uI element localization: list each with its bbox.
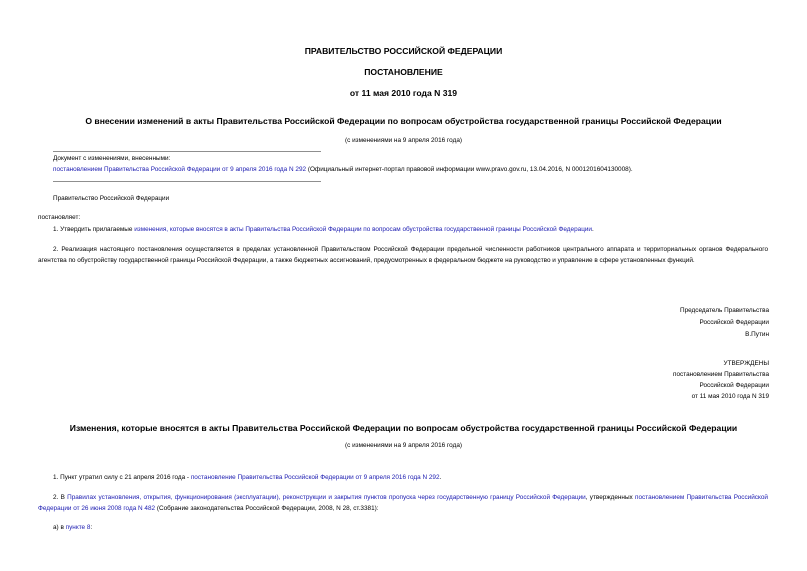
amendment-source: (Официальный интернет-портал правовой информации www.pravo.gov.ru, 13.04.2016, N 0001201604130008). — [306, 166, 633, 173]
approval-line-3: Российской Федерации — [699, 382, 769, 389]
signature-name: В.Путин — [745, 331, 769, 338]
annex-item-1-prefix: 1. Пункт утратил силу с 21 апреля 2016 года - — [53, 474, 191, 481]
pass-points-rules-link[interactable]: Правилах установления, открытия, функционирования (эксплуатации), реконструкции и закрытия пунктов пропуска через государственную границу Российской Федерации — [67, 494, 586, 501]
government-heading: ПРАВИТЕЛЬСТВО РОССИЙСКОЙ ФЕДЕРАЦИИ — [304, 46, 503, 56]
amendments-bottom-rule — [53, 181, 321, 182]
annex-item-2 — [38, 492, 768, 515]
document-title: О внесении изменений в акты Правительства Российской Федерации по вопросам обустройства государственной границы Российской Федерации — [85, 116, 722, 126]
annex-changes-link[interactable]: изменения, которые вносятся в акты Правительства Российской Федерации по вопросам обустройства государственной границы Российской Федерации — [134, 226, 592, 233]
signature-line-2: Российской Федерации — [699, 319, 769, 326]
paragraph-1-suffix: . — [592, 226, 594, 233]
annex-item-2-prefix: 2. В — [53, 494, 68, 501]
approval-line-1: УТВЕРЖДЕНЫ — [723, 360, 769, 367]
resolves-label: постановляет: — [38, 214, 81, 221]
signature-line-1: Председатель Правительства — [680, 307, 769, 314]
amendment-link-292[interactable]: постановлением Правительства Российской Федерации от 9 апреля 2016 года N 292 — [53, 166, 307, 173]
annex-subitem-a-prefix: а) в — [53, 524, 66, 531]
revision-note: (с изменениями на 9 апреля 2016 года) — [345, 137, 462, 144]
annex-item-1-suffix: . — [439, 474, 442, 481]
annex-revision-note: (с изменениями на 9 апреля 2016 года) — [345, 442, 462, 449]
paragraph-2: 2. Реализация настоящего постановления осуществляется в пределах установленной Правительством Российской Федерации предельной численности работников центрального аппарата и территориальных органов Федерального агентства по обустройству государственной границы Российской Федерации, а также бюджетных ассигнований, предусмотренных в федеральном бюджете на руководство и управление в сфере установленных функций. — [38, 246, 768, 265]
annex-subitem-a — [53, 525, 92, 531]
approval-line-4: от 11 мая 2010 года N 319 — [691, 393, 769, 400]
annex-item-2-suffix: (Собрание законодательства Российской Федерации, 2008, N 28, ст.3381): — [155, 505, 379, 513]
issuer: Правительство Российской Федерации — [53, 195, 170, 202]
amendments-line — [53, 167, 633, 173]
annex-subitem-a-suffix: : — [90, 524, 93, 531]
annex-item-1-link[interactable]: постановление Правительства Российской Федерации от 9 апреля 2016 года N 292 — [190, 474, 440, 481]
paragraph-1-prefix: 1. Утвердить прилагаемые — [53, 226, 135, 233]
amendments-intro: Документ с изменениями, внесенными: — [53, 155, 171, 162]
document-type-heading: ПОСТАНОВЛЕНИЕ — [364, 67, 443, 77]
document-date-number: от 11 мая 2010 года N 319 — [349, 88, 458, 98]
paragraph-1 — [53, 227, 594, 233]
annex-title: Изменения, которые вносятся в акты Правительства Российской Федерации по вопросам обустройства государственной границы Российской Федерации — [69, 423, 738, 433]
resolution-482-link[interactable]: постановлением Правительства Российской Федерации от 26 июня 2008 года N 482 — [38, 494, 768, 513]
annex-item-1 — [53, 475, 441, 481]
annex-item-2-mid: , утвержденных — [585, 494, 636, 501]
amendments-top-rule — [53, 151, 321, 152]
approval-line-2: постановлением Правительства — [673, 371, 769, 378]
clause-8-link[interactable]: пункте 8 — [65, 524, 91, 531]
